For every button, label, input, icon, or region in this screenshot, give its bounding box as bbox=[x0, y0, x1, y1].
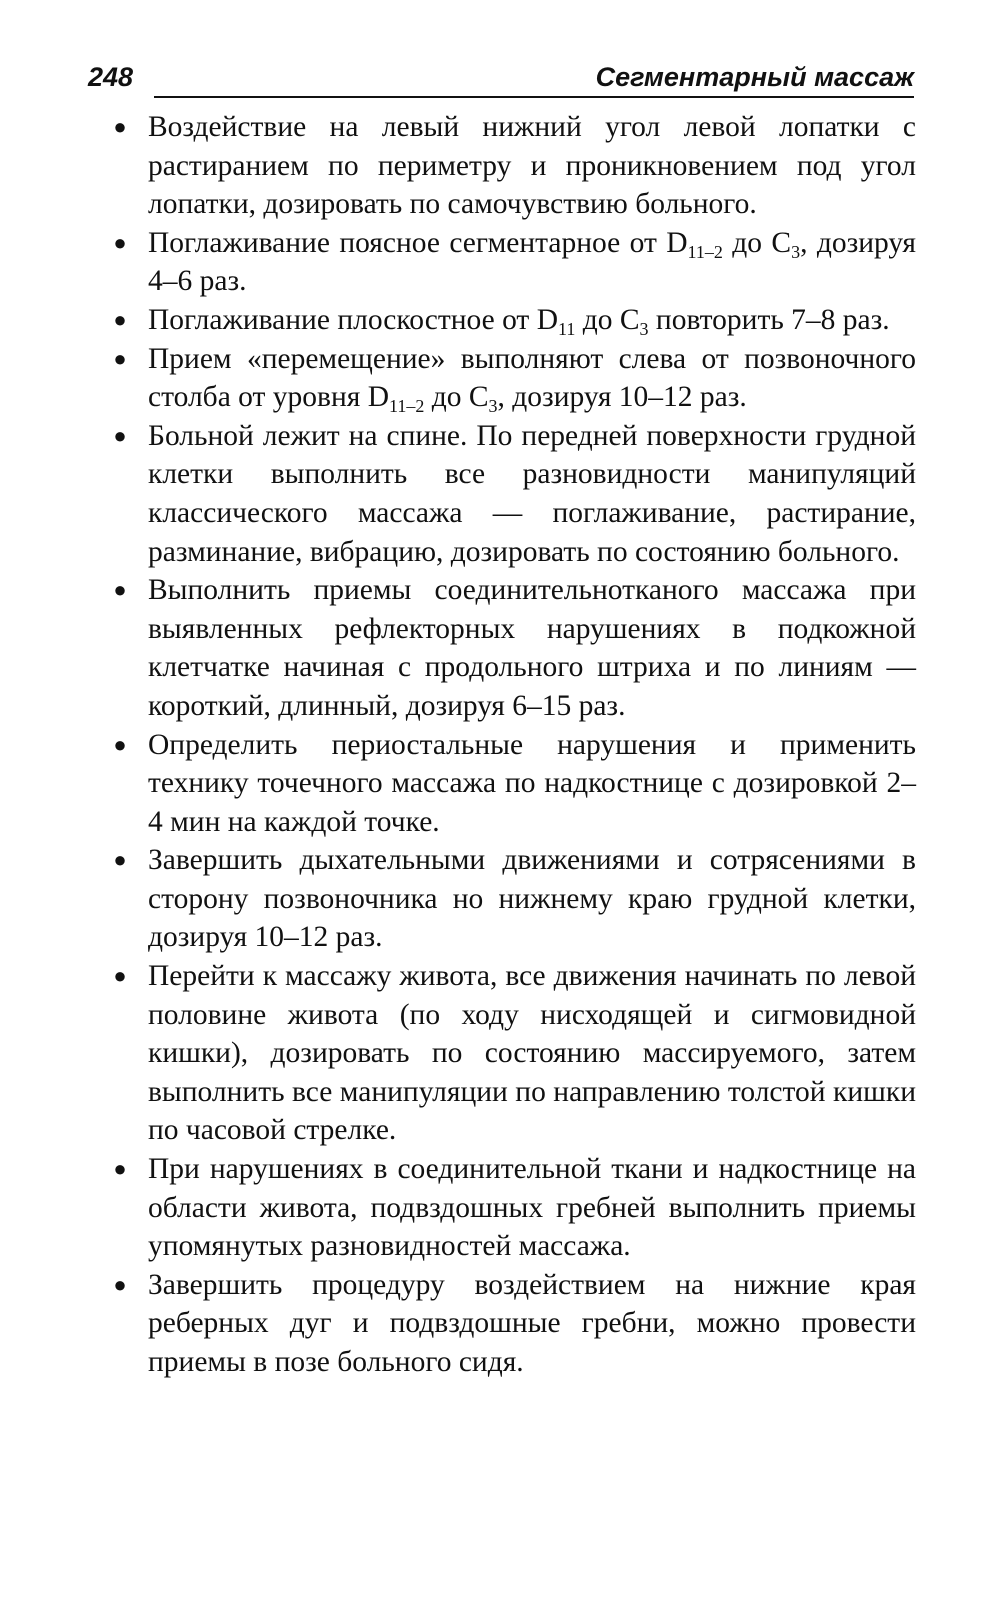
subscript: 3 bbox=[639, 318, 649, 339]
list-item bbox=[108, 224, 916, 301]
bullet-icon: ● bbox=[113, 306, 127, 332]
list-item bbox=[108, 301, 916, 340]
subscript: 11–2 bbox=[389, 396, 425, 417]
bullet-list bbox=[108, 108, 916, 1382]
list-item-text: При нарушениях в соединительной ткани и надкостнице на области живота, подвздошных гребней выполнить приемы упомянутых разновидностей массажа. bbox=[148, 1153, 916, 1263]
list-item bbox=[108, 108, 916, 224]
bullet-icon: ● bbox=[113, 731, 127, 757]
list-item-text: повторить 7–8 раз. bbox=[648, 303, 890, 336]
list-item bbox=[108, 571, 916, 725]
list-item-text: Поглаживание поясное сегментарное от D bbox=[148, 226, 688, 259]
list-item-text: Воздействие на левый нижний угол левой лопатки с растиранием по периметру и проникновением под угол лопатки, дозировать по самочувствию больного. bbox=[148, 111, 916, 221]
list-item-text: Завершить дыхательными движениями и сотрясениями в сторону позвоночника но нижнему краю грудной клетки, дозируя 10–12 раз. bbox=[148, 844, 916, 954]
bullet-icon: ● bbox=[113, 229, 127, 255]
bullet-icon: ● bbox=[113, 345, 127, 371]
page-content bbox=[108, 108, 916, 1382]
list-item bbox=[108, 957, 916, 1150]
bullet-icon: ● bbox=[113, 1271, 127, 1297]
list-item-text: Выполнить приемы соединительнотканого массажа при выявленных рефлекторных нарушениях в подкожной клетчатке начиная с продольного штриха и по линиям — короткий, длинный, дозируя 6–15 раз. bbox=[148, 574, 916, 722]
subscript: 11 bbox=[558, 318, 576, 339]
list-item-text: , дозируя 4–6 раз. bbox=[148, 226, 916, 298]
list-item bbox=[108, 1266, 916, 1382]
header-rule bbox=[154, 96, 914, 98]
list-item-text: Завершить процедуру воздействием на нижние края реберных дуг и подвздошные гребни, можно провести приемы в позе больного сидя. bbox=[148, 1268, 916, 1378]
bullet-icon: ● bbox=[113, 577, 127, 603]
page-number: 248 bbox=[88, 62, 134, 92]
list-item-text: до C bbox=[575, 303, 640, 336]
list-item bbox=[108, 726, 916, 842]
subscript: 3 bbox=[791, 241, 801, 262]
list-item-text: Больной лежит на спине. По передней поверхности грудной клетки выполнить все разновидности манипуляций классического массажа — поглаживание, растирание, разминание, вибрацию, дозировать по состоянию больного. bbox=[148, 419, 916, 568]
subscript: 11–2 bbox=[687, 241, 723, 262]
list-item-text: до C bbox=[424, 381, 489, 414]
list-item bbox=[108, 841, 916, 957]
running-title: Сегментарный массаж bbox=[595, 62, 914, 92]
list-item-text: Прием «перемещение» выполняют слева от позвоночного столба от уровня D bbox=[148, 342, 916, 414]
bullet-icon: ● bbox=[113, 422, 127, 448]
page-header bbox=[88, 62, 914, 102]
bullet-icon: ● bbox=[113, 1156, 127, 1182]
list-item-text: , дозируя 10–12 раз. bbox=[497, 381, 747, 414]
list-item-text: Поглаживание плоскостное от D bbox=[148, 303, 559, 336]
list-item-text: до C bbox=[722, 226, 792, 259]
list-item bbox=[108, 417, 916, 571]
bullet-icon: ● bbox=[113, 963, 127, 989]
bullet-icon: ● bbox=[113, 114, 127, 139]
list-item bbox=[108, 1150, 916, 1266]
list-item-text: Определить периостальные нарушения и применить технику точечного массажа по надкостнице с дозировкой 2–4 мин на каждой точке. bbox=[148, 728, 916, 838]
subscript: 3 bbox=[488, 396, 498, 417]
bullet-icon: ● bbox=[113, 847, 127, 873]
list-item-text: Перейти к массажу живота, все движения начинать по левой половине живота (по ходу нисходящей и сигмовидной кишки), дозировать по состоянию массируемого, затем выполнить все манипуляции по направлению толстой кишки по часовой стрелке. bbox=[148, 960, 916, 1147]
list-item bbox=[108, 340, 916, 417]
